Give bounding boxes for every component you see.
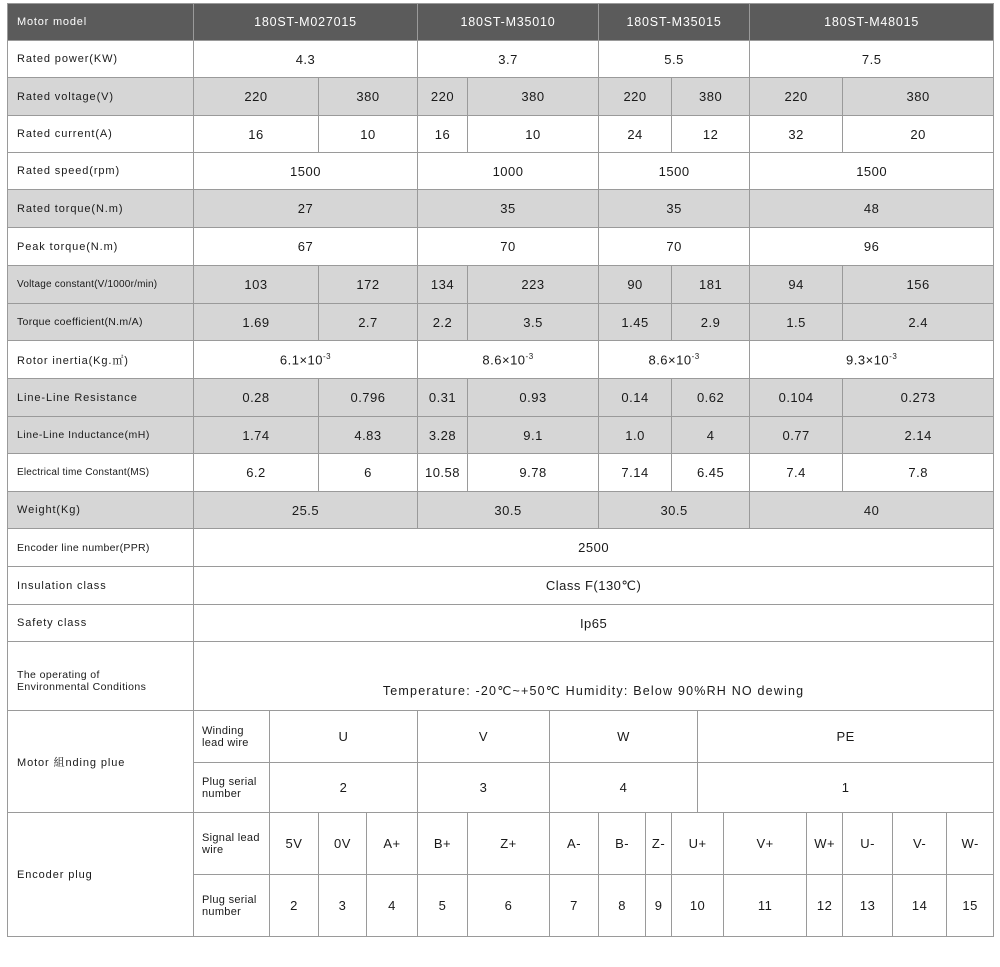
value-cell: 2.7 xyxy=(319,304,418,341)
value-cell xyxy=(194,341,418,379)
signal-cell: V+ xyxy=(724,813,807,875)
value-cell: 2.14 xyxy=(843,417,994,454)
inertia-exponent: -3 xyxy=(691,351,700,361)
encoder-line-number-row xyxy=(8,529,994,567)
value-cell: 172 xyxy=(319,266,418,304)
winding-lead-cell: W xyxy=(550,711,698,763)
value-cell xyxy=(750,341,994,379)
value-cell: 6.2 xyxy=(194,454,319,492)
value-cell: 4.3 xyxy=(194,41,418,78)
value-cell: 2.4 xyxy=(843,304,994,341)
value-cell: 2.9 xyxy=(672,304,750,341)
value-cell: 103 xyxy=(194,266,319,304)
winding-serial-cell: 3 xyxy=(418,763,550,813)
value-cell: 70 xyxy=(599,228,750,266)
value-cell: 0.104 xyxy=(750,379,843,417)
signal-cell: W+ xyxy=(807,813,843,875)
value-cell: 134 xyxy=(418,266,468,304)
value-cell: 1500 xyxy=(194,153,418,190)
signal-cell: A- xyxy=(550,813,599,875)
row-label: Line-Line Resistance xyxy=(8,379,194,417)
signal-cell: V- xyxy=(893,813,947,875)
signal-cell: U- xyxy=(843,813,893,875)
serial-cell: 2 xyxy=(270,875,319,937)
value-cell: 24 xyxy=(599,116,672,153)
value-cell: 70 xyxy=(418,228,599,266)
safety-class-row xyxy=(8,605,994,642)
winding-lead-line-2: lead wire xyxy=(202,736,249,749)
value-cell: 380 xyxy=(672,78,750,116)
value-cell: 0.28 xyxy=(194,379,319,417)
row-label: Voltage constant(V/1000r/min) xyxy=(8,266,194,304)
encoder-serial-line-2: number xyxy=(202,905,242,918)
row-label: Torque coefficient(N.m/A) xyxy=(8,304,194,341)
value-cell: 20 xyxy=(843,116,994,153)
signal-cell: 5V xyxy=(270,813,319,875)
row-label: Encoder line number(PPR) xyxy=(8,529,194,567)
winding-serial-cell: 1 xyxy=(698,763,994,813)
torque-coefficient-row xyxy=(8,304,994,341)
value-cell: 4 xyxy=(672,417,750,454)
value-cell: 1.0 xyxy=(599,417,672,454)
winding-lead-cell: U xyxy=(270,711,418,763)
value-cell: 380 xyxy=(468,78,599,116)
winding-serial-line-1: Plug serial xyxy=(202,775,257,788)
row-label: Rated speed(rpm) xyxy=(8,153,194,190)
winding-lead-label xyxy=(194,711,270,763)
value-cell: 16 xyxy=(418,116,468,153)
encoder-serial-line-1: Plug serial xyxy=(202,893,257,906)
inertia-exponent: -3 xyxy=(323,351,332,361)
value-cell: 220 xyxy=(599,78,672,116)
value-cell: 0.14 xyxy=(599,379,672,417)
value-cell: 35 xyxy=(599,190,750,228)
value-cell: 5.5 xyxy=(599,41,750,78)
value-cell: 32 xyxy=(750,116,843,153)
value-cell: 10.58 xyxy=(418,454,468,492)
inertia-exponent: -3 xyxy=(889,351,898,361)
row-label: Rated power(KW) xyxy=(8,41,194,78)
env-label-line-1: The operating of xyxy=(17,669,100,681)
encoder-plug-label: Encoder plug xyxy=(8,813,194,937)
rated-speed-row xyxy=(8,153,994,190)
value-cell: 1.74 xyxy=(194,417,319,454)
value-cell: 6 xyxy=(319,454,418,492)
signal-cell: 0V xyxy=(319,813,367,875)
encoder-signal-label xyxy=(194,813,270,875)
insulation-class-row xyxy=(8,567,994,605)
row-label: Safety class xyxy=(8,605,194,642)
serial-cell: 14 xyxy=(893,875,947,937)
value-cell: 2500 xyxy=(194,529,994,567)
serial-cell: 5 xyxy=(418,875,468,937)
value-cell: 10 xyxy=(319,116,418,153)
serial-cell: 10 xyxy=(672,875,724,937)
signal-cell: U+ xyxy=(672,813,724,875)
inertia-value: 6.1×10 xyxy=(279,352,323,368)
value-cell: 9.78 xyxy=(468,454,599,492)
value-cell: 30.5 xyxy=(418,492,599,529)
value-cell: 40 xyxy=(750,492,994,529)
signal-cell: B+ xyxy=(418,813,468,875)
serial-cell: 4 xyxy=(367,875,418,937)
value-cell: 181 xyxy=(672,266,750,304)
value-cell: 0.31 xyxy=(418,379,468,417)
value-cell: 1.45 xyxy=(599,304,672,341)
value-cell: 3.28 xyxy=(418,417,468,454)
signal-cell: A+ xyxy=(367,813,418,875)
value-cell: 94 xyxy=(750,266,843,304)
encoder-serial-label xyxy=(194,875,270,937)
row-label: Peak torque(N.m) xyxy=(8,228,194,266)
spec-table-wrapper xyxy=(7,3,993,937)
model-name: 180ST-M35010 xyxy=(418,4,599,41)
value-cell: 3.5 xyxy=(468,304,599,341)
value-cell: 380 xyxy=(319,78,418,116)
rated-voltage-row xyxy=(8,78,994,116)
row-label: Weight(Kg) xyxy=(8,492,194,529)
value-cell: 1500 xyxy=(750,153,994,190)
row-label xyxy=(8,642,194,711)
winding-lead-line-1: Winding xyxy=(202,724,244,737)
row-label: Electrical time Constant(MS) xyxy=(8,454,194,492)
row-label: Rotor inertia(Kg.㎡) xyxy=(8,341,194,379)
row-label: Rated voltage(V) xyxy=(8,78,194,116)
value-cell: 16 xyxy=(194,116,319,153)
motor-winding-label: Motor 組nding plue xyxy=(8,711,194,813)
line-inductance-row xyxy=(8,417,994,454)
rated-current-row xyxy=(8,116,994,153)
value-cell: 27 xyxy=(194,190,418,228)
row-label: Rated torque(N.m) xyxy=(8,190,194,228)
line-resistance-row xyxy=(8,379,994,417)
model-name: 180ST-M48015 xyxy=(750,4,994,41)
row-label: Insulation class xyxy=(8,567,194,605)
env-label-line-2: Environmental Conditions xyxy=(17,681,147,693)
serial-cell: 6 xyxy=(468,875,550,937)
value-cell: 30.5 xyxy=(599,492,750,529)
value-cell: 3.7 xyxy=(418,41,599,78)
value-cell: 96 xyxy=(750,228,994,266)
environment-row xyxy=(8,642,994,711)
value-cell: 25.5 xyxy=(194,492,418,529)
value-cell: 90 xyxy=(599,266,672,304)
winding-lead-cell: V xyxy=(418,711,550,763)
value-cell: 0.77 xyxy=(750,417,843,454)
model-name: 180ST-M35015 xyxy=(599,4,750,41)
value-cell: 7.5 xyxy=(750,41,994,78)
value-cell: 6.45 xyxy=(672,454,750,492)
value-cell: 7.14 xyxy=(599,454,672,492)
winding-serial-cell: 2 xyxy=(270,763,418,813)
value-cell: 0.273 xyxy=(843,379,994,417)
header-row xyxy=(8,4,994,41)
inertia-value: 8.6×10 xyxy=(482,352,526,368)
rotor-inertia-row xyxy=(8,341,994,379)
value-cell: 0.93 xyxy=(468,379,599,417)
serial-cell: 12 xyxy=(807,875,843,937)
value-cell: 220 xyxy=(194,78,319,116)
value-cell: 1000 xyxy=(418,153,599,190)
inertia-value: 9.3×10 xyxy=(846,352,890,368)
voltage-constant-row xyxy=(8,266,994,304)
value-cell: 1500 xyxy=(599,153,750,190)
serial-cell: 13 xyxy=(843,875,893,937)
value-cell: Temperature: -20℃~+50℃ Humidity: Below 90%RH NO dewing xyxy=(194,642,994,711)
value-cell xyxy=(599,341,750,379)
winding-serial-label xyxy=(194,763,270,813)
winding-lead-row xyxy=(8,711,994,763)
weight-row xyxy=(8,492,994,529)
rated-power-row xyxy=(8,41,994,78)
inertia-value: 8.6×10 xyxy=(648,352,692,368)
encoder-signal-row xyxy=(8,813,994,875)
value-cell: 12 xyxy=(672,116,750,153)
value-cell: Ip65 xyxy=(194,605,994,642)
row-label: Line-Line Inductance(mH) xyxy=(8,417,194,454)
value-cell: 220 xyxy=(750,78,843,116)
value-cell: 35 xyxy=(418,190,599,228)
motor-spec-table xyxy=(7,3,994,937)
value-cell: 1.69 xyxy=(194,304,319,341)
serial-cell: 8 xyxy=(599,875,646,937)
row-label: Rated current(A) xyxy=(8,116,194,153)
electrical-time-constant-row xyxy=(8,454,994,492)
serial-cell: 15 xyxy=(947,875,994,937)
value-cell: 9.1 xyxy=(468,417,599,454)
value-cell: 0.62 xyxy=(672,379,750,417)
value-cell: 223 xyxy=(468,266,599,304)
value-cell: 7.8 xyxy=(843,454,994,492)
serial-cell: 11 xyxy=(724,875,807,937)
motor-model-label: Motor model xyxy=(8,4,194,41)
value-cell: 10 xyxy=(468,116,599,153)
value-cell: 67 xyxy=(194,228,418,266)
signal-cell: Z+ xyxy=(468,813,550,875)
peak-torque-row xyxy=(8,228,994,266)
encoder-signal-line-2: wire xyxy=(202,843,224,856)
value-cell: 156 xyxy=(843,266,994,304)
winding-serial-line-2: number xyxy=(202,787,242,800)
inertia-exponent: -3 xyxy=(525,351,534,361)
value-cell: 48 xyxy=(750,190,994,228)
value-cell: 0.796 xyxy=(319,379,418,417)
winding-lead-cell: PE xyxy=(698,711,994,763)
encoder-signal-line-1: Signal lead xyxy=(202,831,260,844)
serial-cell: 3 xyxy=(319,875,367,937)
value-cell: 220 xyxy=(418,78,468,116)
signal-cell: W- xyxy=(947,813,994,875)
value-cell: 7.4 xyxy=(750,454,843,492)
value-cell: Class F(130℃) xyxy=(194,567,994,605)
signal-cell: Z- xyxy=(646,813,672,875)
value-cell: 2.2 xyxy=(418,304,468,341)
serial-cell: 9 xyxy=(646,875,672,937)
winding-serial-cell: 4 xyxy=(550,763,698,813)
value-cell: 1.5 xyxy=(750,304,843,341)
rated-torque-row xyxy=(8,190,994,228)
serial-cell: 7 xyxy=(550,875,599,937)
signal-cell: B- xyxy=(599,813,646,875)
value-cell xyxy=(418,341,599,379)
value-cell: 380 xyxy=(843,78,994,116)
value-cell: 4.83 xyxy=(319,417,418,454)
model-name: 180ST-M027015 xyxy=(194,4,418,41)
